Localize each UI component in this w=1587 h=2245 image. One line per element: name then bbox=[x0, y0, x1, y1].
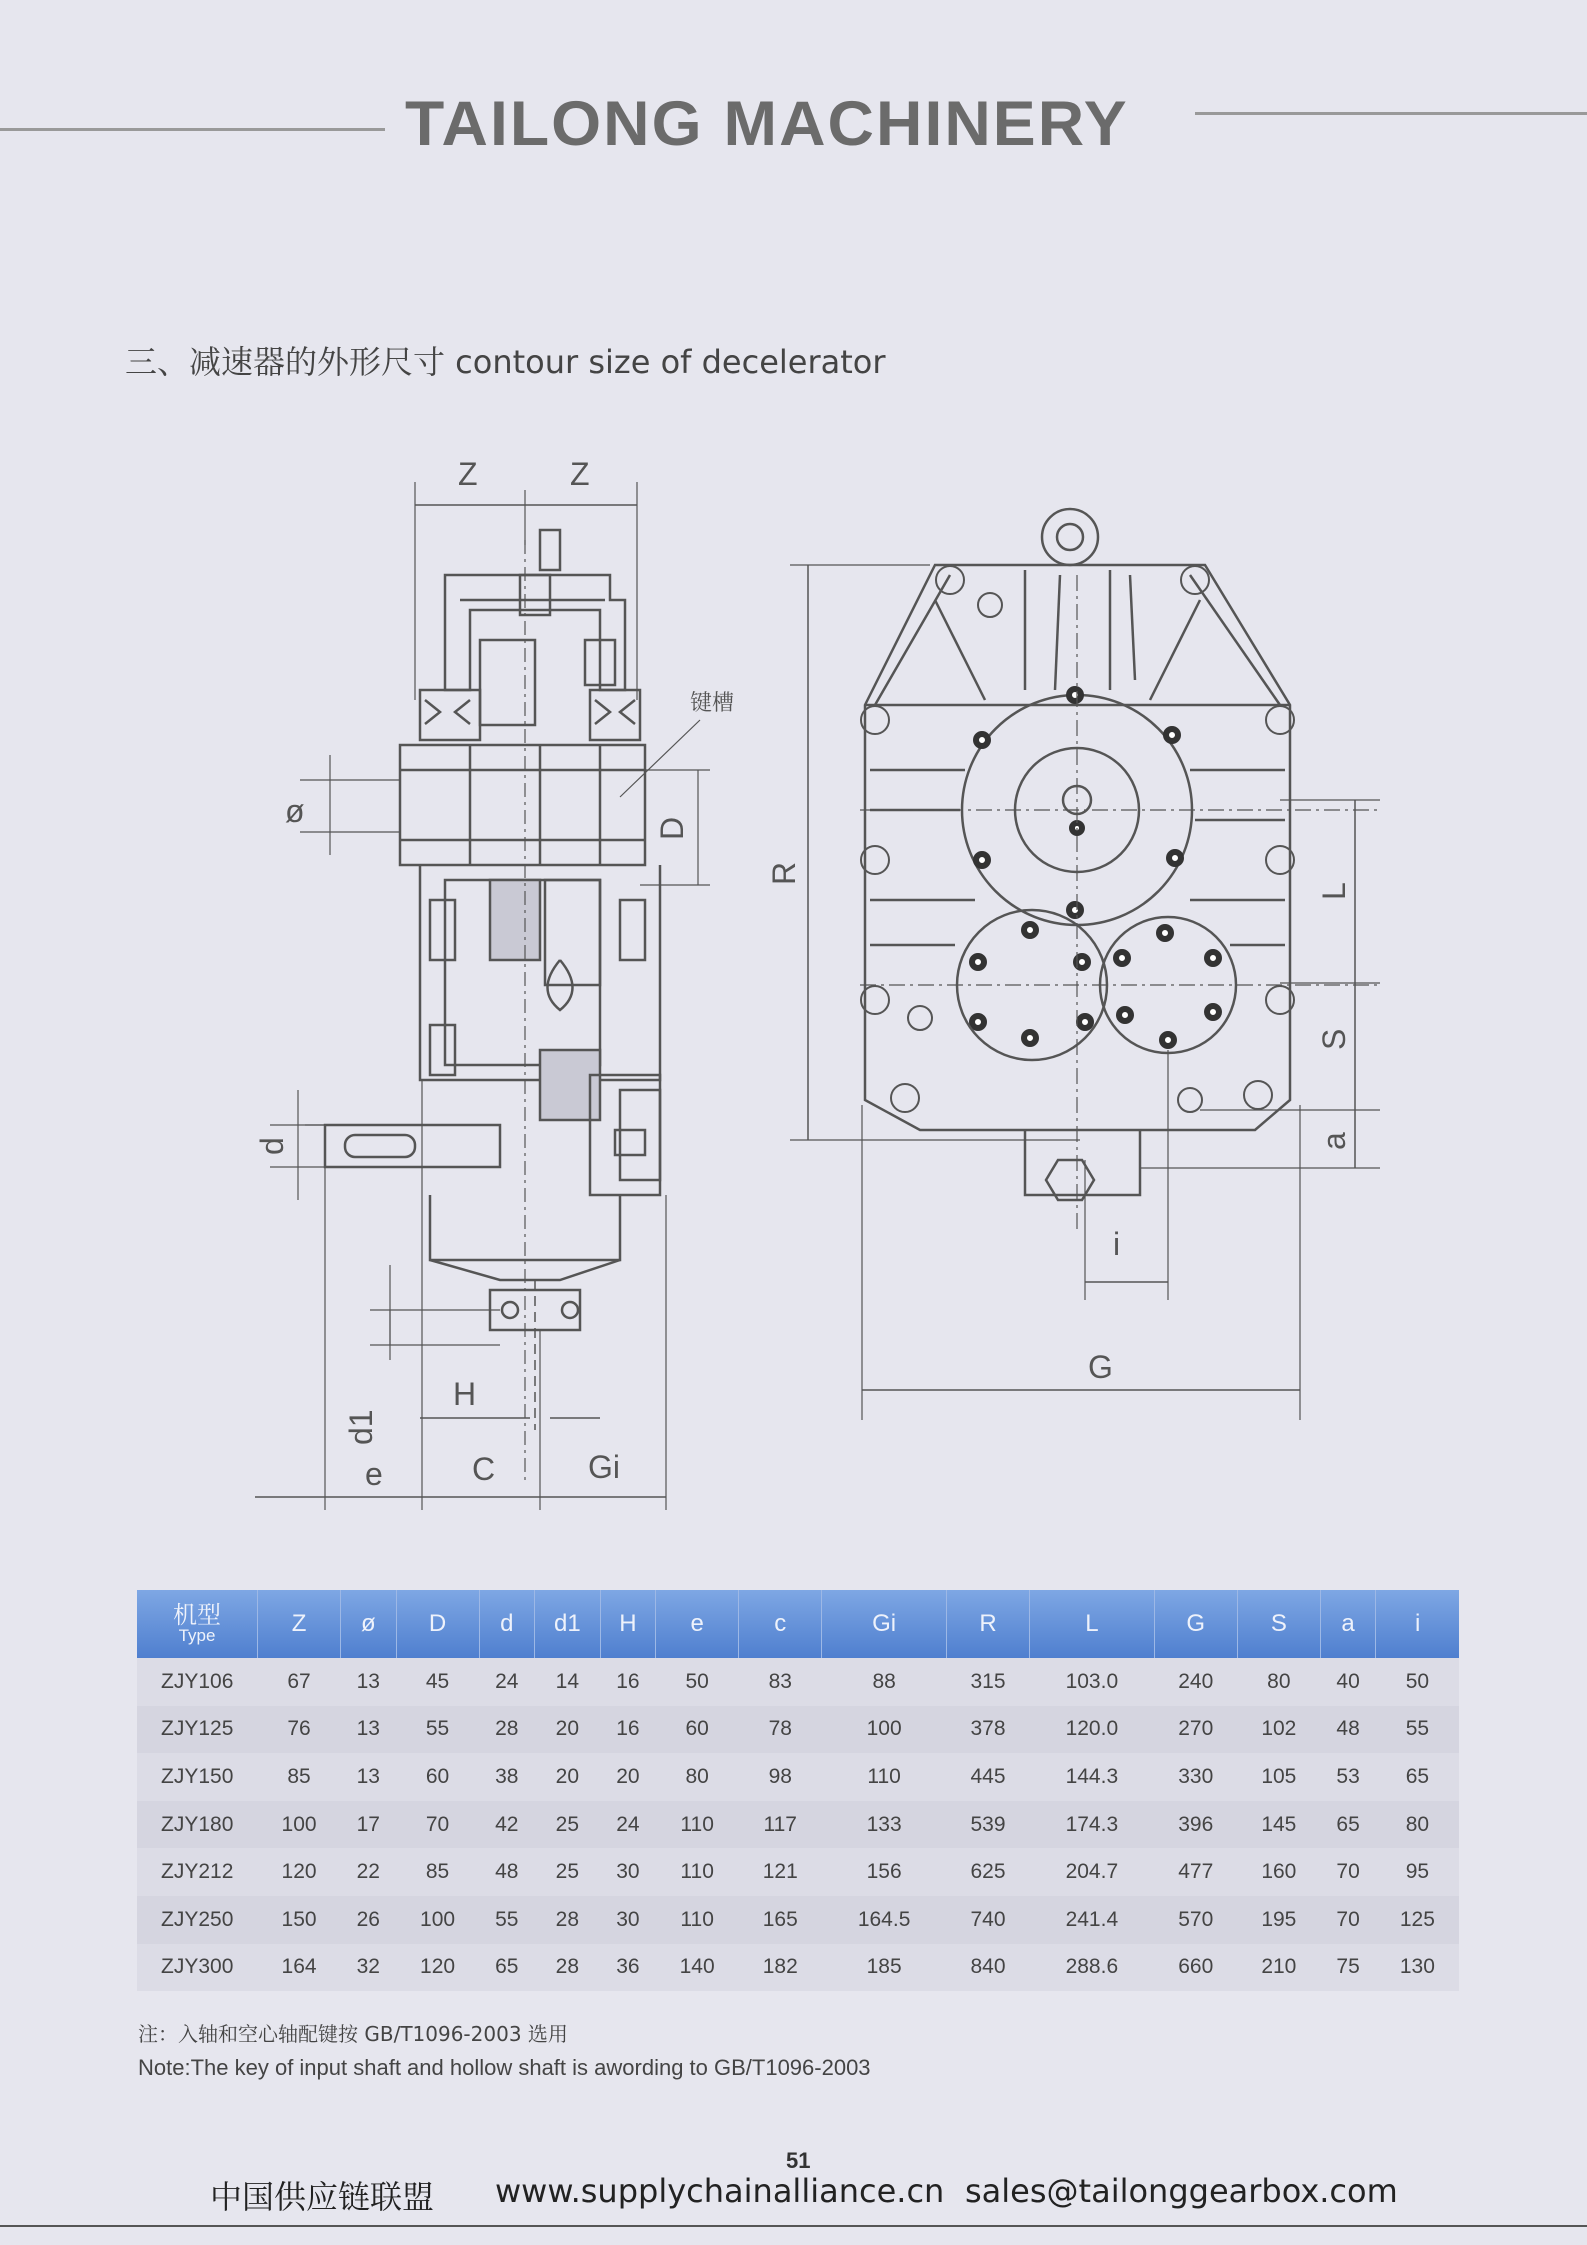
table-cell: 133 bbox=[822, 1801, 947, 1849]
table-cell: 17 bbox=[341, 1801, 396, 1849]
table-cell: 185 bbox=[866, 1955, 902, 1979]
dimension-table bbox=[137, 1590, 1459, 1991]
table-cell: 241.4 bbox=[1030, 1896, 1155, 1944]
notes bbox=[138, 2018, 871, 2081]
column-header: a bbox=[1320, 1590, 1375, 1658]
table-cell: 65 bbox=[1320, 1801, 1375, 1849]
table-cell: 60 bbox=[425, 1764, 450, 1788]
table-cell: 110 bbox=[867, 1764, 901, 1788]
table-cell: 67 bbox=[287, 1669, 311, 1693]
table-cell: 174.3 bbox=[1030, 1801, 1155, 1849]
column-header: e bbox=[656, 1590, 739, 1658]
table-cell: 144.3 bbox=[1065, 1764, 1119, 1788]
note-chinese: 注：入轴和空心轴配键按 GB/T1096-2003 选用 bbox=[138, 2022, 568, 2046]
column-header: S bbox=[1237, 1590, 1320, 1658]
table-cell: 80 bbox=[685, 1764, 709, 1788]
table-cell: 660 bbox=[1178, 1955, 1214, 1979]
brand-title: TAILONG MACHINERY bbox=[405, 89, 1129, 159]
column-header: i bbox=[1376, 1590, 1459, 1658]
table-cell: 117 bbox=[739, 1801, 822, 1849]
section-title: 三、减速器的外形尺寸 contour size of decelerator bbox=[125, 343, 886, 381]
table-cell: ZJY106 bbox=[161, 1669, 234, 1693]
table-row bbox=[137, 1706, 1459, 1754]
bottom-rule bbox=[0, 2225, 1587, 2227]
table-cell: 48 bbox=[495, 1860, 519, 1884]
table-row bbox=[137, 1896, 1459, 1944]
table-cell: 42 bbox=[479, 1801, 534, 1849]
label-G: G bbox=[1088, 1349, 1113, 1385]
table-cell: 36 bbox=[616, 1955, 640, 1979]
side-section-view bbox=[255, 482, 710, 1510]
table-cell: 110 bbox=[656, 1896, 739, 1944]
note-english: Note:The key of input shaft and hollow shaft is awording to GB/T1096-2003 bbox=[138, 2055, 871, 2080]
table-cell: 55 bbox=[1376, 1706, 1459, 1754]
table-cell: 182 bbox=[762, 1955, 798, 1979]
column-header: D bbox=[396, 1590, 479, 1658]
table-row bbox=[137, 1801, 1459, 1849]
table-cell: 70 bbox=[1320, 1896, 1375, 1944]
table-cell: 30 bbox=[616, 1860, 640, 1884]
table-cell: 110 bbox=[680, 1860, 714, 1884]
table-cell: 24 bbox=[600, 1801, 655, 1849]
table-cell: 315 bbox=[970, 1669, 1006, 1693]
table-cell: ZJY125 bbox=[137, 1706, 258, 1754]
table-cell: 30 bbox=[600, 1896, 655, 1944]
table-cell: 16 bbox=[600, 1706, 655, 1754]
table-cell: 55 bbox=[396, 1706, 479, 1754]
table-cell: 98 bbox=[768, 1764, 792, 1788]
table-cell: 20 bbox=[555, 1764, 580, 1788]
table-cell: 625 bbox=[970, 1860, 1006, 1884]
table-cell: 13 bbox=[356, 1764, 380, 1788]
table-cell: 13 bbox=[356, 1669, 380, 1693]
table-cell: 570 bbox=[1154, 1896, 1237, 1944]
table-cell: 22 bbox=[356, 1860, 380, 1884]
table-cell: 85 bbox=[287, 1764, 311, 1788]
table-cell: 150 bbox=[258, 1896, 341, 1944]
table-cell: 65 bbox=[495, 1955, 519, 1979]
column-header: c bbox=[739, 1590, 822, 1658]
table-cell: 80 bbox=[1376, 1801, 1459, 1849]
table-cell: 70 bbox=[396, 1801, 479, 1849]
table-cell: 45 bbox=[425, 1669, 450, 1693]
table-header-row bbox=[137, 1590, 1459, 1658]
table-cell: 121 bbox=[762, 1860, 798, 1884]
table-cell: 110 bbox=[656, 1801, 739, 1849]
table-cell: 95 bbox=[1405, 1860, 1430, 1884]
label-Gi: Gi bbox=[588, 1449, 620, 1485]
table-cell: 288.6 bbox=[1065, 1955, 1119, 1979]
table-cell: 140 bbox=[679, 1955, 715, 1979]
label-d: d bbox=[254, 1137, 290, 1155]
table-cell: 130 bbox=[1399, 1955, 1435, 1979]
table-row bbox=[137, 1848, 1459, 1896]
table-cell: 75 bbox=[1336, 1955, 1360, 1979]
label-S: S bbox=[1316, 1028, 1352, 1050]
table-row bbox=[137, 1658, 1459, 1706]
table-cell: 16 bbox=[616, 1669, 640, 1693]
footer-email-link[interactable]: sales@tailonggearbox.com bbox=[965, 2172, 1398, 2210]
table-cell: 76 bbox=[258, 1706, 341, 1754]
table-cell: 164.5 bbox=[822, 1896, 947, 1944]
label-D: D bbox=[654, 816, 690, 840]
column-header: Z bbox=[258, 1590, 341, 1658]
label-keyway: 键槽 bbox=[690, 690, 735, 715]
label-L: L bbox=[1316, 882, 1352, 900]
footer-website-link[interactable]: www.supplychainalliance.cn bbox=[495, 2172, 945, 2210]
table-cell: 120.0 bbox=[1030, 1706, 1155, 1754]
table-cell: 28 bbox=[535, 1896, 601, 1944]
table-cell: ZJY250 bbox=[137, 1896, 258, 1944]
table-cell: 164 bbox=[281, 1955, 317, 1979]
table-cell: ZJY150 bbox=[161, 1764, 234, 1788]
table-cell: 740 bbox=[946, 1896, 1029, 1944]
label-H: H bbox=[453, 1376, 477, 1412]
column-header-type bbox=[137, 1590, 258, 1658]
table-cell: 100 bbox=[396, 1896, 479, 1944]
table-cell: 396 bbox=[1154, 1801, 1237, 1849]
table-cell: 50 bbox=[685, 1669, 709, 1693]
table-cell: 156 bbox=[866, 1860, 902, 1884]
type-header-en: Type bbox=[178, 1626, 216, 1645]
table-cell: 103.0 bbox=[1065, 1669, 1119, 1693]
table-cell: 378 bbox=[946, 1706, 1029, 1754]
table-cell: 477 bbox=[1178, 1860, 1214, 1884]
table-cell: 105 bbox=[1261, 1764, 1297, 1788]
label-i: i bbox=[1113, 1226, 1121, 1262]
type-header-cn: 机型 bbox=[173, 1602, 221, 1629]
table-cell: 65 bbox=[1405, 1764, 1430, 1788]
table-cell: 78 bbox=[739, 1706, 822, 1754]
table-cell: 26 bbox=[341, 1896, 396, 1944]
table-cell: 85 bbox=[425, 1860, 450, 1884]
table-cell: 48 bbox=[1320, 1706, 1375, 1754]
table-cell: 102 bbox=[1237, 1706, 1320, 1754]
table-cell: 13 bbox=[341, 1706, 396, 1754]
table-row bbox=[137, 1944, 1459, 1992]
table-cell: 539 bbox=[946, 1801, 1029, 1849]
label-z-left: Z bbox=[458, 456, 478, 492]
table-cell: 120 bbox=[281, 1860, 317, 1884]
table-cell: 55 bbox=[479, 1896, 534, 1944]
page-number: 51 bbox=[786, 2148, 811, 2173]
column-header: H bbox=[600, 1590, 655, 1658]
front-view bbox=[790, 509, 1380, 1420]
table-cell: 204.7 bbox=[1065, 1860, 1119, 1884]
table-cell: 195 bbox=[1237, 1896, 1320, 1944]
table-cell: 330 bbox=[1178, 1764, 1214, 1788]
column-header: G bbox=[1154, 1590, 1237, 1658]
table-cell: 25 bbox=[555, 1860, 580, 1884]
table-cell: 840 bbox=[970, 1955, 1006, 1979]
table-cell: 120 bbox=[420, 1955, 456, 1979]
table-cell: 125 bbox=[1376, 1896, 1459, 1944]
table-cell: 28 bbox=[479, 1706, 534, 1754]
table-cell: ZJY300 bbox=[161, 1955, 234, 1979]
table-cell: ZJY212 bbox=[161, 1860, 234, 1884]
table-cell: 100 bbox=[822, 1706, 947, 1754]
table-cell: 24 bbox=[495, 1669, 519, 1693]
table-cell: 210 bbox=[1261, 1955, 1297, 1979]
label-phi: ø bbox=[285, 793, 305, 829]
table-cell: 445 bbox=[970, 1764, 1006, 1788]
label-C: C bbox=[472, 1451, 496, 1487]
table-cell: 53 bbox=[1336, 1764, 1360, 1788]
table-row bbox=[137, 1753, 1459, 1801]
table-cell: 240 bbox=[1178, 1669, 1214, 1693]
table-cell: 70 bbox=[1336, 1860, 1360, 1884]
table-cell: 160 bbox=[1261, 1860, 1297, 1884]
table-cell: 25 bbox=[535, 1801, 601, 1849]
table-cell: 165 bbox=[739, 1896, 822, 1944]
table-cell: 14 bbox=[555, 1669, 580, 1693]
table-cell: 50 bbox=[1405, 1669, 1430, 1693]
footer-organization: 中国供应链联盟 bbox=[210, 2178, 435, 2216]
table-cell: 40 bbox=[1336, 1669, 1360, 1693]
column-header: R bbox=[946, 1590, 1029, 1658]
table-cell: 145 bbox=[1237, 1801, 1320, 1849]
table-cell: 20 bbox=[616, 1764, 640, 1788]
table-cell: 83 bbox=[768, 1669, 792, 1693]
table-cell: 28 bbox=[555, 1955, 580, 1979]
table-cell: 80 bbox=[1267, 1669, 1291, 1693]
column-header: ø bbox=[341, 1590, 396, 1658]
table-cell: 38 bbox=[495, 1764, 519, 1788]
column-header: L bbox=[1030, 1590, 1155, 1658]
table-cell: 20 bbox=[535, 1706, 601, 1754]
table-cell: 32 bbox=[356, 1955, 380, 1979]
label-z-right: Z bbox=[570, 456, 590, 492]
column-header: d bbox=[479, 1590, 534, 1658]
table-cell: 88 bbox=[872, 1669, 896, 1693]
label-d1: d1 bbox=[343, 1409, 379, 1445]
table-cell: 100 bbox=[258, 1801, 341, 1849]
label-a: a bbox=[1316, 1132, 1352, 1150]
label-R: R bbox=[766, 861, 802, 885]
table-cell: ZJY180 bbox=[137, 1801, 258, 1849]
table-cell: 270 bbox=[1154, 1706, 1237, 1754]
column-header: d1 bbox=[535, 1590, 601, 1658]
label-e: e bbox=[365, 1456, 383, 1492]
table-cell: 60 bbox=[656, 1706, 739, 1754]
column-header: Gi bbox=[822, 1590, 947, 1658]
